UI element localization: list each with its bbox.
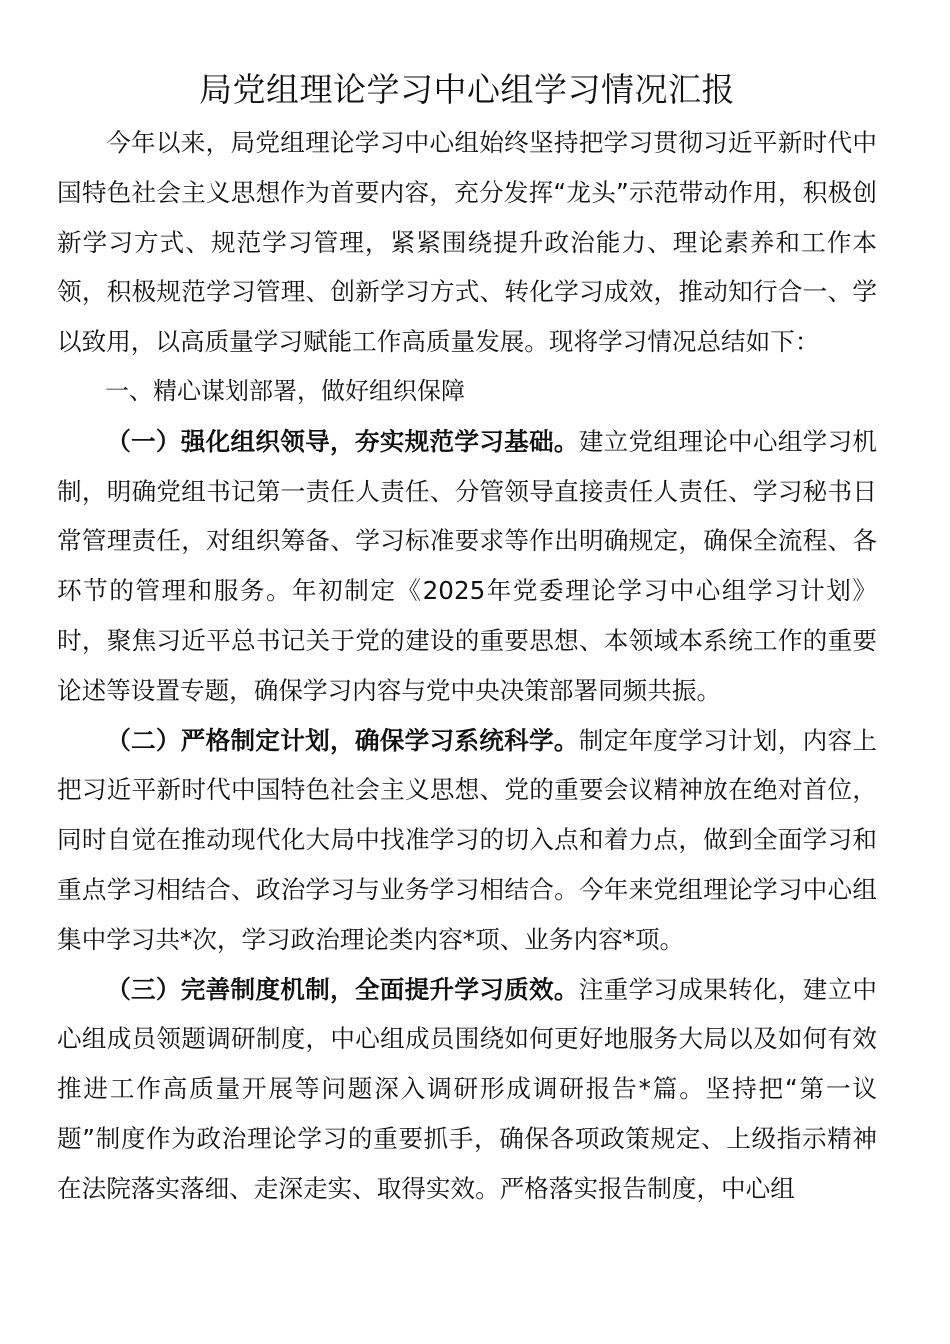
item-2-body: 制定年度学习计划，内容上把习近平新时代中国特色社会主义思想、党的重要会议精神放在绝对首位，同时自觉在推动现代化大局中找准学习的切入点和着力点，做到全面学习和重点学习相结合、政治学习与业务学习相结合。今年来党组理论学习中心组集中学习共*次，学习政治理论类内容*项、业务内容*项。 [57, 725, 877, 954]
item-1-body: 建立党组理论中心组学习机制，明确党组书记第一责任人责任、分管领导直接责任人责任、学习秘书日常管理责任，对组织筹备、学习标准要求等作出明确规定，确保全流程、各环节的管理和服务。年初制定《2025年党委理论学习中心组学习计划》时，聚焦习近平总书记关于党的建设的重要思想、本领域本系统工作的重要论述等设置专题，确保学习内容与党中央决策部署同频共振。 [57, 426, 877, 705]
item-2-title: （二）严格制定计划，确保学习系统科学。 [106, 725, 579, 755]
section-item-1 [57, 417, 877, 716]
section-heading: 一、精心谋划部署，做好组织保障 [105, 376, 465, 405]
section-item-2 [57, 716, 877, 965]
item-3-title: （三）完善制度机制，全面提升学习质效。 [106, 974, 579, 1004]
document-title: 局党组理论学习中心组学习情况汇报 [199, 70, 735, 109]
item-3-body: 注重学习成果转化，建立中心组成员领题调研制度，中心组成员围绕如何更好地服务大局以及如何有效推进工作高质量开展等问题深入调研形成调研报告*篇。坚持把“第一议题”制度作为政治理论学习的重要抓手，确保各项政策规定、上级指示精神在法院落实落细、走深走实、取得实效。严格落实报告制度，中心组 [57, 974, 877, 1203]
intro-paragraph: 今年以来，局党组理论学习中心组始终坚持把学习贯彻习近平新时代中国特色社会主义思想作为首要内容，充分发挥“龙头”示范带动作用，积极创新学习方式、规范学习管理，紧紧围绕提升政治能力、理论素养和工作本领，积极规范学习管理、创新学习方式、转化学习成效，推动知行合一、学以致用，以高质量学习赋能工作高质量发展。现将学习情况总结如下： [57, 128, 877, 357]
item-1-title: （一）强化组织领导，夯实规范学习基础。 [106, 426, 579, 456]
document-page [57, 64, 877, 1214]
section-item-3 [57, 965, 877, 1214]
